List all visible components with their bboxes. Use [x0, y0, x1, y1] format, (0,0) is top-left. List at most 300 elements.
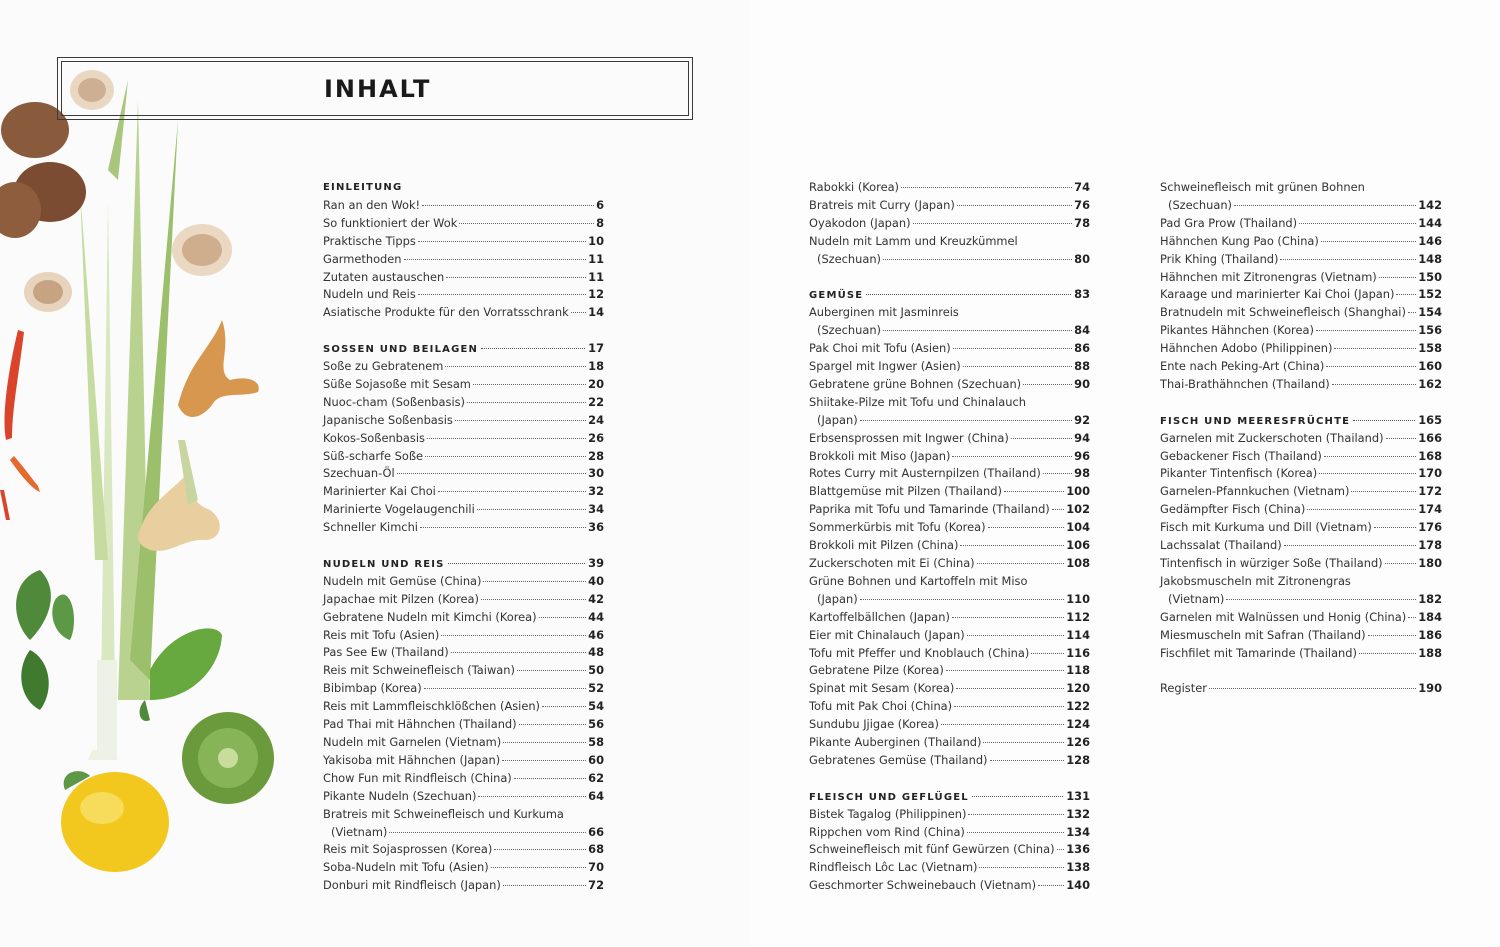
toc-entry[interactable]	[1160, 304, 1442, 322]
entry-page-number: 132	[1066, 806, 1090, 821]
entry-page-number: 11	[588, 251, 604, 266]
toc-entry[interactable]	[809, 841, 1090, 859]
entry-title: Ran an den Wok!	[323, 197, 421, 212]
entry-page-number: 96	[1074, 448, 1090, 463]
toc-entry[interactable]	[809, 537, 1090, 555]
entry-title: Garnelen mit Zuckerschoten (Thailand)	[1160, 430, 1384, 445]
entry-page-number: 116	[1066, 645, 1090, 660]
entry-title: Chow Fun mit Rindfleisch (China)	[323, 770, 512, 785]
toc-entry[interactable]	[809, 215, 1090, 233]
dot-leader	[960, 545, 1064, 546]
entry-title-continued	[809, 412, 1090, 430]
toc-column-3	[1160, 179, 1442, 716]
entry-title: Hähnchen mit Zitronengras (Vietnam)	[1160, 269, 1377, 284]
entry-page-number: 54	[588, 699, 604, 714]
section-heading	[809, 788, 1090, 806]
toc-entry[interactable]	[809, 645, 1090, 663]
dot-leader	[478, 796, 586, 797]
dot-leader	[424, 688, 586, 689]
entry-page-number: 30	[588, 466, 604, 481]
toc-entry[interactable]	[323, 644, 604, 662]
dot-leader	[860, 420, 1072, 421]
toc-entry[interactable]	[809, 627, 1090, 645]
section-page-number: 39	[588, 555, 604, 570]
entry-page-number: 86	[1074, 341, 1090, 356]
entry-page-number: 160	[1418, 359, 1442, 374]
toc-section	[323, 555, 604, 895]
entry-title-line2: (Szechuan)	[817, 251, 882, 266]
dot-leader	[1359, 653, 1416, 654]
dot-leader	[418, 294, 586, 295]
entry-title: Japanische Soßenbasis	[323, 412, 453, 427]
entry-title: Gebackener Fisch (Thailand)	[1160, 448, 1322, 463]
entry-page-number: 14	[588, 305, 604, 320]
entry-title: Register	[1160, 681, 1207, 696]
section-heading	[809, 286, 1090, 304]
entry-title: Pikanter Tintenfisch (Korea)	[1160, 466, 1318, 481]
entry-title: Bratnudeln mit Schweinefleisch (Shanghai)	[1160, 305, 1406, 320]
entry-title: Tofu mit Pak Choi (China)	[809, 699, 953, 714]
toc-entry[interactable]	[323, 376, 604, 394]
entry-title: Eier mit Chinalauch (Japan)	[809, 627, 965, 642]
dot-leader	[1031, 653, 1064, 654]
toc-entry[interactable]	[1160, 233, 1442, 251]
entry-title: Asiatische Produkte für den Vorratsschrank	[323, 305, 569, 320]
toc-entry[interactable]	[323, 734, 604, 752]
entry-title: Donburi mit Rindfleisch (Japan)	[323, 878, 501, 893]
section-title: SOSSEN UND BEILAGEN	[323, 344, 479, 356]
toc-column-2	[809, 179, 1090, 913]
toc-entry[interactable]	[323, 627, 604, 645]
entry-page-number: 28	[588, 448, 604, 463]
entry-title-line2: (Szechuan)	[1168, 197, 1233, 212]
entry-title: Schneller Kimchi	[323, 520, 418, 535]
toc-entry[interactable]	[1160, 322, 1442, 340]
entry-title: Blattgemüse mit Pilzen (Thailand)	[809, 484, 1002, 499]
entry-title-continued	[809, 591, 1090, 609]
entry-page-number: 34	[588, 502, 604, 517]
entry-page-number: 162	[1418, 376, 1442, 391]
dot-leader	[1374, 527, 1416, 528]
toc-entry[interactable]	[809, 430, 1090, 448]
dot-leader	[957, 205, 1072, 206]
toc-entry[interactable]	[323, 233, 604, 251]
toc-entry[interactable]	[323, 501, 604, 519]
entry-page-number: 66	[588, 824, 604, 839]
entry-page-number: 60	[588, 752, 604, 767]
toc-entry[interactable]	[323, 770, 604, 788]
section-heading	[323, 340, 604, 358]
dot-leader	[1379, 277, 1416, 278]
red-chili-icon	[0, 330, 40, 520]
dot-leader	[1057, 849, 1065, 850]
toc-entry[interactable]	[323, 197, 604, 215]
entry-page-number: 40	[588, 573, 604, 588]
dot-leader	[404, 259, 587, 260]
toc-entry[interactable]	[323, 251, 604, 269]
entry-title: Reis mit Schweinefleisch (Taiwan)	[323, 663, 515, 678]
dot-leader	[1052, 509, 1064, 510]
entry-page-number: 136	[1066, 842, 1090, 857]
entry-title: Pikante Auberginen (Thailand)	[809, 735, 982, 750]
toc-entry[interactable]	[1160, 519, 1442, 537]
toc-entry[interactable]	[1160, 645, 1442, 663]
toc-section	[809, 286, 1090, 769]
entry-page-number: 186	[1418, 627, 1442, 642]
dot-leader	[860, 599, 1065, 600]
entry-title: Fisch mit Kurkuma und Dill (Vietnam)	[1160, 520, 1372, 535]
toc-entry[interactable]	[323, 859, 604, 877]
entry-page-number: 22	[588, 394, 604, 409]
section-heading	[323, 179, 604, 197]
toc-entry[interactable]	[323, 716, 604, 734]
entry-title: Grüne Bohnen und Kartoffeln mit Miso	[809, 573, 1028, 588]
entry-title: Zuckerschoten mit Ei (China)	[809, 556, 975, 570]
toc-entry[interactable]	[1160, 340, 1442, 358]
section-title: FLEISCH UND GEFLÜGEL	[809, 791, 969, 803]
entry-page-number: 11	[588, 269, 604, 284]
entry-title: Pak Choi mit Tofu (Asien)	[809, 341, 951, 356]
dot-leader	[1011, 438, 1072, 439]
dot-leader	[901, 187, 1072, 188]
entry-title: So funktioniert der Wok	[323, 215, 458, 230]
entry-title: Brokkoli mit Pilzen (China)	[809, 538, 959, 553]
toc-entry[interactable]	[1160, 483, 1442, 501]
entry-title-line2: (Szechuan)	[817, 323, 882, 338]
toc-entry[interactable]	[323, 841, 604, 859]
toc-entry[interactable]	[323, 591, 604, 609]
dot-leader	[514, 778, 586, 779]
entry-title: Nudeln mit Gemüse (China)	[323, 573, 482, 588]
toc-entry[interactable]	[1160, 269, 1442, 287]
entry-title: Soba-Nudeln mit Tofu (Asien)	[323, 860, 489, 875]
entry-title: Tintenfisch in würziger Soße (Thailand)	[1160, 556, 1383, 570]
dot-leader	[883, 259, 1072, 260]
dot-leader	[481, 599, 586, 600]
toc-entry[interactable]	[323, 806, 604, 842]
toc-entry[interactable]	[809, 859, 1090, 877]
entry-page-number: 92	[1074, 412, 1090, 427]
entry-title: Pikantes Hähnchen (Korea)	[1160, 323, 1314, 338]
dot-leader	[1334, 348, 1416, 349]
toc-entry[interactable]	[809, 806, 1090, 824]
dot-leader	[1321, 241, 1416, 242]
toc-column-1	[323, 179, 604, 913]
toc-entry[interactable]	[1160, 286, 1442, 304]
dot-leader	[1332, 384, 1416, 385]
page-title: INHALT	[324, 75, 432, 103]
dot-leader	[1023, 384, 1072, 385]
dot-leader	[1209, 688, 1416, 689]
entry-title: Lachssalat (Thailand)	[1160, 538, 1282, 553]
dot-leader	[503, 742, 586, 743]
entry-page-number: 122	[1066, 699, 1090, 714]
entry-title: Auberginen mit Jasminreis	[809, 305, 959, 320]
toc-entry[interactable]	[1160, 465, 1442, 483]
toc-entry[interactable]	[809, 752, 1090, 770]
entry-page-number: 12	[588, 287, 604, 302]
toc-section	[809, 788, 1090, 895]
toc-entry[interactable]	[809, 519, 1090, 537]
dot-leader	[446, 277, 586, 278]
entry-title-continued	[1160, 591, 1442, 609]
dot-leader	[422, 205, 594, 206]
toc-entry[interactable]	[323, 358, 604, 376]
dot-leader	[946, 670, 1064, 671]
toc-entry[interactable]	[809, 233, 1090, 269]
entry-page-number: 170	[1418, 466, 1442, 481]
dot-leader	[1038, 885, 1064, 886]
entry-title: Garnelen mit Walnüssen und Honig (China)	[1160, 609, 1407, 624]
entry-title: Gedämpfter Fisch (China)	[1160, 502, 1306, 517]
entry-page-number: 44	[588, 609, 604, 624]
toc-entry[interactable]	[323, 304, 604, 322]
toc-entry[interactable]	[809, 555, 1090, 573]
entry-page-number: 32	[588, 484, 604, 499]
toc-entry[interactable]	[1160, 251, 1442, 269]
entry-page-number: 24	[588, 412, 604, 427]
entry-title: Bistek Tagalog (Philippinen)	[809, 806, 967, 821]
toc-entry[interactable]	[1160, 430, 1442, 448]
toc-entry[interactable]	[809, 609, 1090, 627]
toc-entry[interactable]	[323, 519, 604, 537]
toc-entry[interactable]	[323, 215, 604, 233]
toc-entry[interactable]	[809, 358, 1090, 376]
toc-entry[interactable]	[1160, 501, 1442, 519]
dot-leader	[963, 366, 1072, 367]
dot-leader	[519, 724, 587, 725]
entry-title: Bratreis mit Curry (Japan)	[809, 197, 955, 212]
entry-title: Fischfilet mit Tamarinde (Thailand)	[1160, 645, 1357, 660]
entry-page-number: 144	[1418, 215, 1442, 230]
toc-entry[interactable]	[323, 698, 604, 716]
entry-title: Kartoffelbällchen (Japan)	[809, 609, 950, 624]
dot-leader	[467, 402, 586, 403]
dot-leader	[953, 348, 1072, 349]
entry-page-number: 112	[1066, 609, 1090, 624]
entry-title: Yakisoba mit Hähnchen (Japan)	[323, 752, 501, 767]
entry-page-number: 6	[596, 197, 604, 212]
entry-page-number: 104	[1066, 520, 1090, 535]
entry-page-number: 168	[1418, 448, 1442, 463]
entry-page-number: 72	[588, 878, 604, 893]
section-page-number: 131	[1066, 788, 1090, 803]
entry-page-number: 114	[1066, 627, 1090, 642]
toc-entry[interactable]	[323, 286, 604, 304]
entry-page-number: 166	[1418, 430, 1442, 445]
entry-title: Thai-Brathähnchen (Thailand)	[1160, 376, 1330, 391]
entry-page-number: 126	[1066, 735, 1090, 750]
toc-entry[interactable]	[323, 788, 604, 806]
toc-entry[interactable]	[323, 680, 604, 698]
entry-page-number: 84	[1074, 323, 1090, 338]
dot-leader	[459, 223, 594, 224]
toc-entry[interactable]	[809, 304, 1090, 340]
entry-title: Oyakodon (Japan)	[809, 215, 911, 230]
dot-leader	[1408, 312, 1416, 313]
entry-page-number: 142	[1418, 197, 1442, 212]
entry-page-number: 178	[1418, 538, 1442, 553]
entry-page-number: 68	[588, 842, 604, 857]
entry-title: Gebratene Pilze (Korea)	[809, 663, 944, 678]
toc-entry[interactable]	[809, 465, 1090, 483]
toc-entry[interactable]	[323, 394, 604, 412]
toc-entry[interactable]	[809, 716, 1090, 734]
toc-entry[interactable]	[323, 448, 604, 466]
entry-title: Pad Thai mit Hähnchen (Thailand)	[323, 717, 517, 732]
toc-entry[interactable]	[809, 680, 1090, 698]
toc-entry[interactable]	[809, 501, 1090, 519]
entry-page-number: 36	[588, 520, 604, 535]
entry-title: Gebratene Nudeln mit Kimchi (Korea)	[323, 609, 537, 624]
entry-title-continued	[809, 322, 1090, 340]
dot-leader	[445, 366, 586, 367]
dot-leader	[448, 563, 586, 564]
entry-title: Reis mit Tofu (Asien)	[323, 627, 440, 642]
toc-entry[interactable]	[809, 340, 1090, 358]
entry-page-number: 172	[1418, 484, 1442, 499]
toc-entry[interactable]	[809, 179, 1090, 197]
toc-entry[interactable]	[809, 448, 1090, 466]
entry-title: Reis mit Lammfleischklößchen (Asien)	[323, 699, 541, 714]
entry-title: Hähnchen Kung Pao (China)	[1160, 233, 1319, 248]
dot-leader	[1299, 223, 1416, 224]
dot-leader	[983, 742, 1064, 743]
dot-leader	[883, 330, 1072, 331]
toc-entry[interactable]	[809, 376, 1090, 394]
toc-entry[interactable]	[1160, 358, 1442, 376]
entry-title: Nudeln mit Lamm und Kreuzkümmel	[809, 233, 1018, 248]
entry-title: Praktische Tipps	[323, 233, 416, 248]
toc-entry[interactable]	[323, 609, 604, 627]
toc-entry[interactable]	[809, 877, 1090, 895]
entry-page-number: 98	[1074, 466, 1090, 481]
toc-entry[interactable]	[1160, 627, 1442, 645]
toc-section	[1160, 412, 1442, 663]
entry-title: Garmethoden	[323, 251, 402, 266]
dot-leader	[1396, 294, 1416, 295]
toc-entry[interactable]	[323, 412, 604, 430]
pattypan-squash-icon	[182, 712, 274, 804]
entry-title: Bratreis mit Schweinefleisch und Kurkuma	[323, 806, 564, 821]
toc-entry[interactable]	[1160, 179, 1442, 215]
entry-title: Kokos-Soßenbasis	[323, 430, 425, 445]
entry-title: Schweinefleisch mit fünf Gewürzen (China)	[809, 842, 1055, 857]
dot-leader	[990, 760, 1065, 761]
entry-page-number: 78	[1074, 215, 1090, 230]
dot-leader	[1408, 617, 1416, 618]
toc-entry[interactable]	[323, 483, 604, 501]
entry-title: Shiitake-Pilze mit Tofu und Chinalauch	[809, 394, 1026, 409]
toc-entry[interactable]	[1160, 537, 1442, 555]
entry-page-number: 118	[1066, 663, 1090, 678]
toc-entry[interactable]	[1160, 376, 1442, 394]
dot-leader	[427, 438, 586, 439]
dot-leader	[571, 312, 586, 313]
toc-entry[interactable]	[323, 465, 604, 483]
toc-entry[interactable]	[809, 394, 1090, 430]
toc-entry[interactable]	[323, 269, 604, 287]
entry-title: Prik Khing (Thailand)	[1160, 251, 1279, 266]
toc-entry[interactable]	[809, 573, 1090, 609]
toc-entry[interactable]	[1160, 555, 1442, 573]
toc-entry[interactable]	[809, 197, 1090, 215]
dot-leader	[420, 527, 586, 528]
entry-page-number: 46	[588, 627, 604, 642]
entry-title: Sommerkürbis mit Tofu (Korea)	[809, 520, 986, 535]
entry-page-number: 102	[1066, 502, 1090, 517]
entry-page-number: 120	[1066, 681, 1090, 696]
entry-page-number: 156	[1418, 323, 1442, 338]
toc-entry[interactable]	[809, 824, 1090, 842]
section-title: GEMÜSE	[809, 290, 864, 302]
toc-entry[interactable]	[809, 483, 1090, 501]
toc-entry[interactable]	[323, 877, 604, 895]
toc-entry[interactable]	[1160, 609, 1442, 627]
entry-page-number: 64	[588, 788, 604, 803]
toc-entry[interactable]	[323, 430, 604, 448]
dot-leader	[1226, 599, 1416, 600]
entry-title: Spargel mit Ingwer (Asien)	[809, 359, 961, 374]
toc-entry[interactable]	[1160, 215, 1442, 233]
toc-section	[1160, 680, 1442, 698]
entry-page-number: 134	[1066, 824, 1090, 839]
section-heading	[1160, 412, 1442, 430]
entry-title: Pas See Ew (Thailand)	[323, 645, 449, 660]
section-page-number: 165	[1418, 412, 1442, 427]
entry-page-number: 62	[588, 770, 604, 785]
dot-leader	[418, 241, 586, 242]
toc-entry[interactable]	[323, 662, 604, 680]
entry-title: Marinierte Vogelaugenchili	[323, 502, 475, 517]
toc-section	[323, 179, 604, 322]
entry-page-number: 52	[588, 681, 604, 696]
toc-entry[interactable]	[1160, 573, 1442, 609]
toc-entry[interactable]	[809, 662, 1090, 680]
dot-leader	[979, 867, 1064, 868]
toc-entry[interactable]	[323, 573, 604, 591]
entry-title: Ente nach Peking-Art (China)	[1160, 359, 1325, 374]
dot-leader	[972, 796, 1063, 797]
entry-page-number: 176	[1418, 520, 1442, 535]
dot-leader	[1043, 473, 1072, 474]
toc-entry[interactable]	[809, 734, 1090, 752]
entry-title: Pikante Nudeln (Szechuan)	[323, 788, 477, 803]
entry-title: Garnelen-Pfannkuchen (Vietnam)	[1160, 484, 1350, 499]
entry-page-number: 56	[588, 717, 604, 732]
entry-title-line2: (Vietnam)	[331, 824, 388, 839]
dot-leader	[1351, 491, 1416, 492]
toc-entry[interactable]	[809, 698, 1090, 716]
dot-leader	[491, 867, 586, 868]
entry-title: Zutaten austauschen	[323, 269, 445, 284]
entry-page-number: 180	[1418, 556, 1442, 570]
dot-leader	[438, 491, 586, 492]
yellow-lemon-icon	[61, 771, 169, 872]
entry-title: Rippchen vom Rind (China)	[809, 824, 965, 839]
entry-page-number: 124	[1066, 717, 1090, 732]
entry-title: Nudeln und Reis	[323, 287, 416, 302]
dot-leader	[952, 456, 1072, 457]
entry-page-number: 190	[1418, 681, 1442, 696]
toc-entry[interactable]	[1160, 448, 1442, 466]
dot-leader	[503, 885, 586, 886]
entry-page-number: 76	[1074, 197, 1090, 212]
dot-leader	[539, 617, 587, 618]
entry-title: Spinat mit Sesam (Korea)	[809, 681, 955, 696]
toc-entry[interactable]	[323, 752, 604, 770]
toc-entry[interactable]	[1160, 680, 1442, 698]
